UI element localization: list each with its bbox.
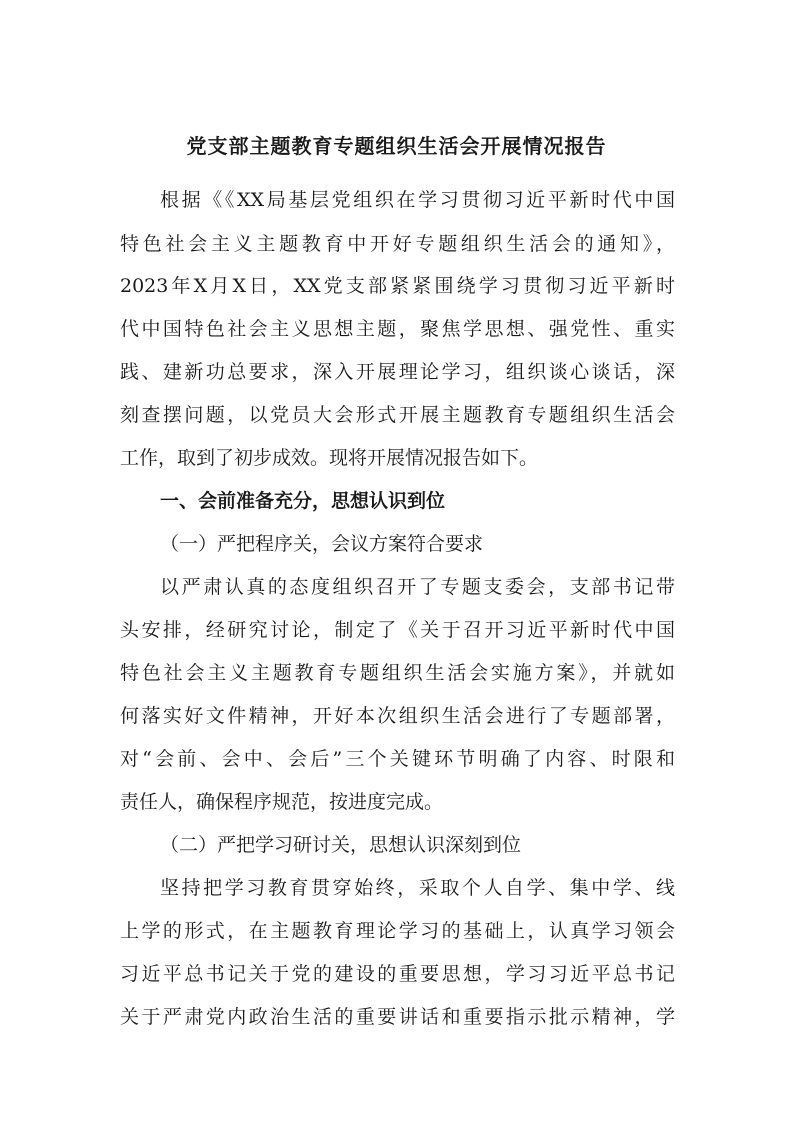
intro-line-7: 工作，取到了初步成效。现将开展情况报告如下。: [120, 447, 539, 469]
sub1-line-6: 责任人，确保程序规范，按进度完成。: [120, 791, 444, 813]
sub1-line-3: 特色社会主义主题教育专题组织生活会实施方案》，并就如: [120, 662, 675, 684]
intro-line-5: 践、建新功总要求，深入开展理论学习，组织谈心谈话，深: [120, 361, 675, 383]
section-1-heading: 一、会前准备充分，思想认识到位: [160, 490, 446, 512]
intro-line-4: 代中国特色社会主义思想主题，聚焦学思想、强党性、重实: [120, 318, 675, 340]
sub1-line-2: 头安排，经研究讨论，制定了《关于召开习近平新时代中国: [120, 619, 675, 641]
intro-line-2: 特色社会主义主题教育中开好专题组织生活会的通知》，: [120, 233, 675, 255]
intro-line-1: 根据《《XX局基层党组织在学习贯彻习近平新时代中国: [160, 189, 675, 211]
sub1-line-1: 以严肃认真的态度组织召开了专题支委会，支部书记带: [160, 576, 675, 598]
sub2-line-3: 习近平总书记关于党的建设的重要思想，学习习近平总书记: [120, 963, 675, 985]
document-title: 党支部主题教育专题组织生活会开展情况报告: [186, 134, 607, 158]
intro-line-3: 2023年X月X日，XX党支部紧紧围绕学习贯彻习近平新时: [120, 275, 675, 297]
subsection-1-heading: （一）严把程序关，会议方案符合要求: [160, 533, 484, 555]
sub2-line-1: 坚持把学习教育贯穿始终，采取个人自学、集中学、线: [160, 877, 675, 899]
sub2-line-2: 上学的形式，在主题教育理论学习的基础上，认真学习领会: [120, 920, 675, 942]
intro-line-6: 刻查摆问题，以党员大会形式开展主题教育专题组织生活会: [120, 404, 675, 426]
sub2-line-4: 关于严肃党内政治生活的重要讲话和重要指示批示精神，学: [120, 1006, 675, 1028]
sub1-line-5: 对“会前、会中、会后”三个关键环节明确了内容、时限和: [120, 748, 675, 770]
sub1-line-4: 何落实好文件精神，开好本次组织生活会进行了专题部署，: [120, 705, 675, 727]
subsection-2-heading: （二）严把学习研讨关，思想认识深刻到位: [160, 834, 522, 856]
